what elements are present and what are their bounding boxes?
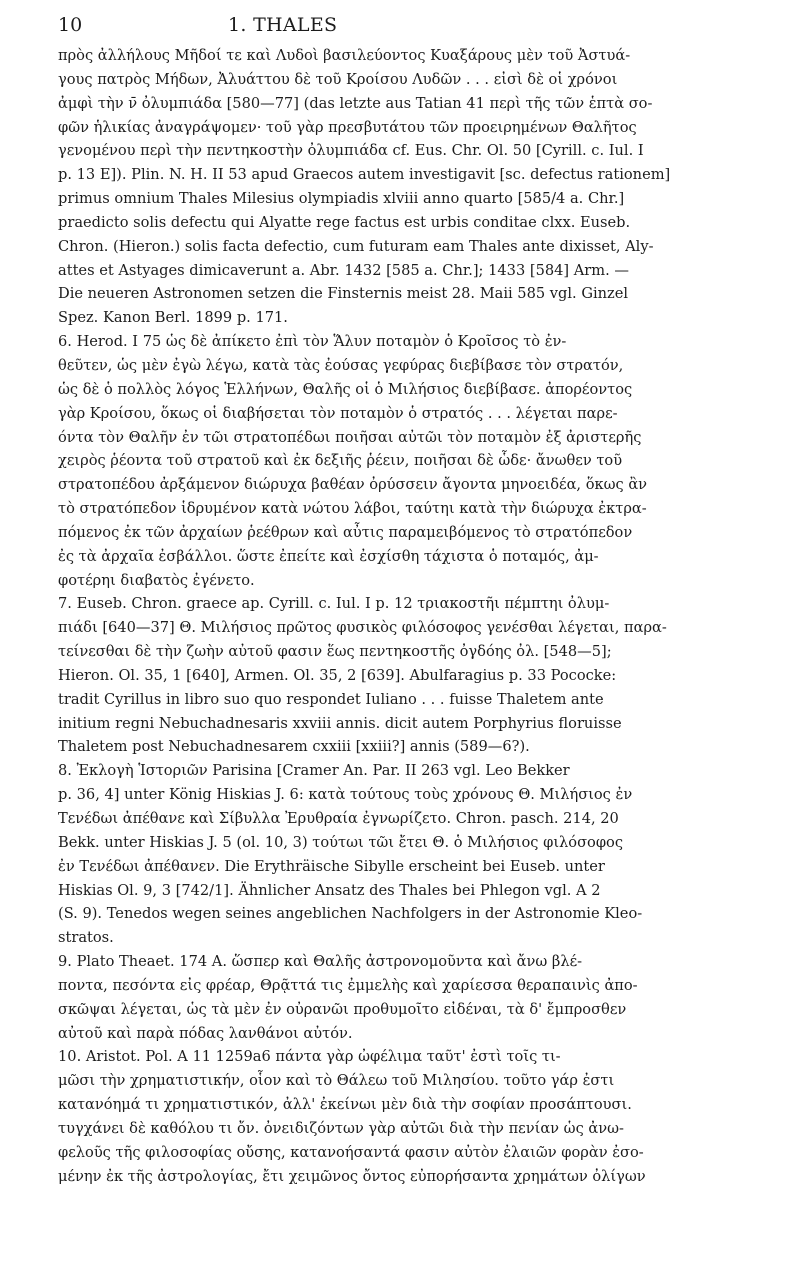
text-line: praedicto solis defectu qui Alyatte rege factus est urbis conditae clxx. Euseb. [58, 213, 631, 231]
book-page [58, 14, 760, 1189]
text-line: ποντα, πεσόντα εἰς φρέαρ, Θρᾷττά τις ἐμμελὴς καὶ χαρίεσσα θεραπαινὶς ἀπο- [58, 976, 638, 994]
text-line: ἀμφὶ τὴν ν̄ ὀλυμπιάδα [580—77] (das letzte aus Tatian 41 περὶ τῆς τῶν ἑπτὰ σο- [58, 94, 653, 112]
paragraph [58, 1045, 760, 1188]
text-line: attes et Astyages dimicaverunt a. Abr. 1432 [585 a. Chr.]; 1433 [584] Arm. — [58, 261, 629, 279]
text-line: Hiskias Ol. 9, 3 [742/1]. Ähnlicher Ansatz des Thales bei Phlegon vgl. A 2 [58, 881, 601, 899]
text-line: Thaletem post Nebuchadnesarem cxxiii [xxiii?] annis (589—6?). [58, 738, 530, 756]
text-line: 7. Euseb. Chron. graece ap. Cyrill. c. Iul. I p. 12 τριακοστῆι πέμπτηι ὀλυμ- [58, 595, 610, 613]
text-line: 8. Ἐκλογὴ Ἱστοριῶν Parisina [Cramer An. Par. II 263 vgl. Leo Bekker [58, 762, 570, 780]
text-line: γους πατρὸς Μήδων, Ἀλυάττου δὲ τοῦ Κροίσου Λυδῶν . . . εἰσὶ δὲ οἱ χρόνοι [58, 70, 618, 88]
text-line: όντα τὸν Θαλῆν ἐν τῶι στρατοπέδωι ποιῆσαι αὐτῶι τὸν ποταμὸν ἐξ ἀριστερῆς [58, 428, 642, 446]
text-line: Bekk. unter Hiskias J. 5 (ol. 10, 3) τούτωι τῶι ἔτει Θ. ὁ Μιλήσιος φιλόσοφος [58, 833, 624, 851]
paragraph [58, 592, 760, 759]
text-line: 9. Plato Theaet. 174 A. ὥσπερ καὶ Θαλῆς ἀστρονομοῦντα καὶ ἄνω βλέ- [58, 953, 583, 971]
paragraph [58, 44, 760, 330]
text-line: 6. Herod. I 75 ὡς δὲ ἀπίκετο ἐπὶ τὸν Ἅλυν ποταμὸν ὁ Κροῖσος τὸ ἐν- [58, 333, 567, 351]
page-body [58, 44, 760, 1189]
text-line: αὐτοῦ καὶ παρὰ πόδας λανθάνοι αὐτόν. [58, 1024, 353, 1042]
text-line: primus omnium Thales Milesius olympiadis xlviii anno quarto [585/4 a. Chr.] [58, 190, 625, 208]
text-line: τὸ στρατόπεδον ἱδρυμένον κατὰ νώτου λάβοι, ταύτηι κατὰ τὴν διώρυχα ἐκτρα- [58, 500, 647, 518]
text-line: γενομένου περὶ τὴν πεντηκοστὴν ὀλυμπιάδα cf. Eus. Chr. Ol. 50 [Cyrill. c. Iul. I [58, 142, 644, 160]
paragraph [58, 759, 760, 950]
text-line: φοτέρηι διαβατὸς ἐγένετο. [58, 571, 255, 589]
text-line: ἐς τὰ ἀρχαῖα ἐσβάλλοι. ὥστε ἐπείτε καὶ ἐσχίσθη τάχιστα ὁ ποταμός, ἀμ- [58, 547, 599, 565]
text-line: σκῶψαι λέγεται, ὡς τὰ μὲν ἐν οὐρανῶι προθυμοῖτο εἰδέναι, τὰ δ' ἔμπροσθεν [58, 1000, 627, 1018]
text-line: θεῦτεν, ὡς μὲν ἐγὼ λέγω, κατὰ τὰς ἐούσας γεφύρας διεβίβασε τὸν στρατόν, [58, 356, 624, 374]
text-line: μῶσι τὴν χρηματιστικήν, οἷον καὶ τὸ Θάλεω τοῦ Μιλησίου. τοῦτο γάρ ἐστι [58, 1072, 615, 1090]
text-line: χειρὸς ῥέοντα τοῦ στρατοῦ καὶ ἐκ δεξιῆς ῥέειν, ποιῆσαι δὲ ὧδε· ἄνωθεν τοῦ [58, 452, 623, 470]
text-line: φελοῦς τῆς φιλοσοφίας οὔσης, κατανοήσαντά φασιν αὐτὸν ἐλαιῶν φορὰν ἐσο- [58, 1143, 644, 1161]
text-line: Chron. (Hieron.) solis facta defectio, cum futuram eam Thales ante dixisset, Aly- [58, 237, 654, 255]
text-line: πόμενος ἐκ τῶν ἀρχαίων ῥεέθρων καὶ αὖτις παραμειβόμενος τὸ στρατόπεδον [58, 523, 633, 541]
text-line: tradit Cyrillus in libro suo quo respondet Iuliano . . . fuisse Thaletem ante [58, 690, 604, 708]
text-line: φῶν ἡλικίας ἀναγράψομεν· τοῦ γὰρ πρεσβυτάτου τῶν προειρημένων Θαλῆτος [58, 118, 637, 136]
text-line: γὰρ Κροίσου, ὅκως οἱ διαβήσεται τὸν ποταμὸν ὁ στρατός . . . λέγεται παρε- [58, 404, 618, 422]
text-line: Hieron. Ol. 35, 1 [640], Armen. Ol. 35, 2 [639]. Abulfaragius p. 33 Pococke: [58, 666, 617, 684]
text-line: Die neueren Astronomen setzen die Finsternis meist 28. Maii 585 vgl. Ginzel [58, 285, 629, 303]
text-line: (S. 9). Tenedos wegen seines angeblichen Nachfolgers in der Astronomie Kleo- [58, 905, 643, 923]
text-line: πρὸς ἀλλήλους Μῆδοί τε καὶ Λυδοὶ βασιλεύοντος Κυαξάρους μὲν τοῦ Ἀστυά- [58, 47, 631, 64]
text-line: Τενέδωι ἀπέθανε καὶ Σίβυλλα Ἐρυθραία ἐγνωρίζετο. Chron. pasch. 214, 20 [58, 810, 619, 827]
text-line: τυγχάνει δὲ καθόλου τι ὄν. ὀνειδιζόντων γὰρ αὐτῶι διὰ τὴν πενίαν ὡς ἀνω- [58, 1119, 624, 1137]
text-line: Spez. Kanon Berl. 1899 p. 171. [58, 309, 288, 327]
paragraph [58, 950, 760, 1045]
text-line: stratos. [58, 929, 114, 947]
text-line: ἐν Τενέδωι ἀπέθανεν. Die Erythräische Sibylle erscheint bei Euseb. unter [58, 857, 605, 875]
text-line: ὡς δὲ ὁ πολλὸς λόγος Ἑλλήνων, Θαλῆς οἱ ὁ Μιλήσιος διεβίβασε. ἀπορέοντος [58, 380, 633, 398]
text-line: πιάδι [640—37] Θ. Μιλήσιος πρῶτος φυσικὸς φιλόσοφος γενέσθαι λέγεται, παρα- [58, 619, 667, 637]
paragraph [58, 330, 760, 592]
text-line: initium regni Nebuchadnesaris xxviii annis. dicit autem Porphyrius floruisse [58, 714, 622, 732]
page-number: 10 [58, 14, 83, 36]
page-header [58, 14, 760, 44]
text-line: τείνεσθαι δὲ τὴν ζωὴν αὐτοῦ φασιν ἕως πεντηκοστῆς ὀγδόης ὀλ. [548—5]; [58, 643, 612, 661]
text-line: κατανόημά τι χρηματιστικόν, ἀλλ' ἐκείνωι μὲν διὰ τὴν σοφίαν προσάπτουσι. [58, 1096, 632, 1114]
text-line: στρατοπέδου ἀρξάμενον διώρυχα βαθέαν ὀρύσσειν ἄγοντα μηνοειδέα, ὅκως ἂν [58, 476, 648, 494]
text-line: 10. Aristot. Pol. A 11 1259a6 πάντα γὰρ ὠφέλιμα ταῦτ' ἐστὶ τοῖς τι- [58, 1048, 561, 1066]
text-line: p. 13 E]). Plin. N. H. II 53 apud Graecos autem investigavit [sc. defectus rationem] [58, 166, 671, 184]
running-head: 1. THALES [228, 14, 338, 36]
text-line: μένην ἐκ τῆς ἀστρολογίας, ἔτι χειμῶνος ὄντος εὐπορήσαντα χρημάτων ὀλίγων [58, 1167, 646, 1185]
text-line: p. 36, 4] unter König Hiskias J. 6: κατὰ τούτους τοὺς χρόνους Θ. Μιλήσιος ἐν [58, 786, 633, 804]
